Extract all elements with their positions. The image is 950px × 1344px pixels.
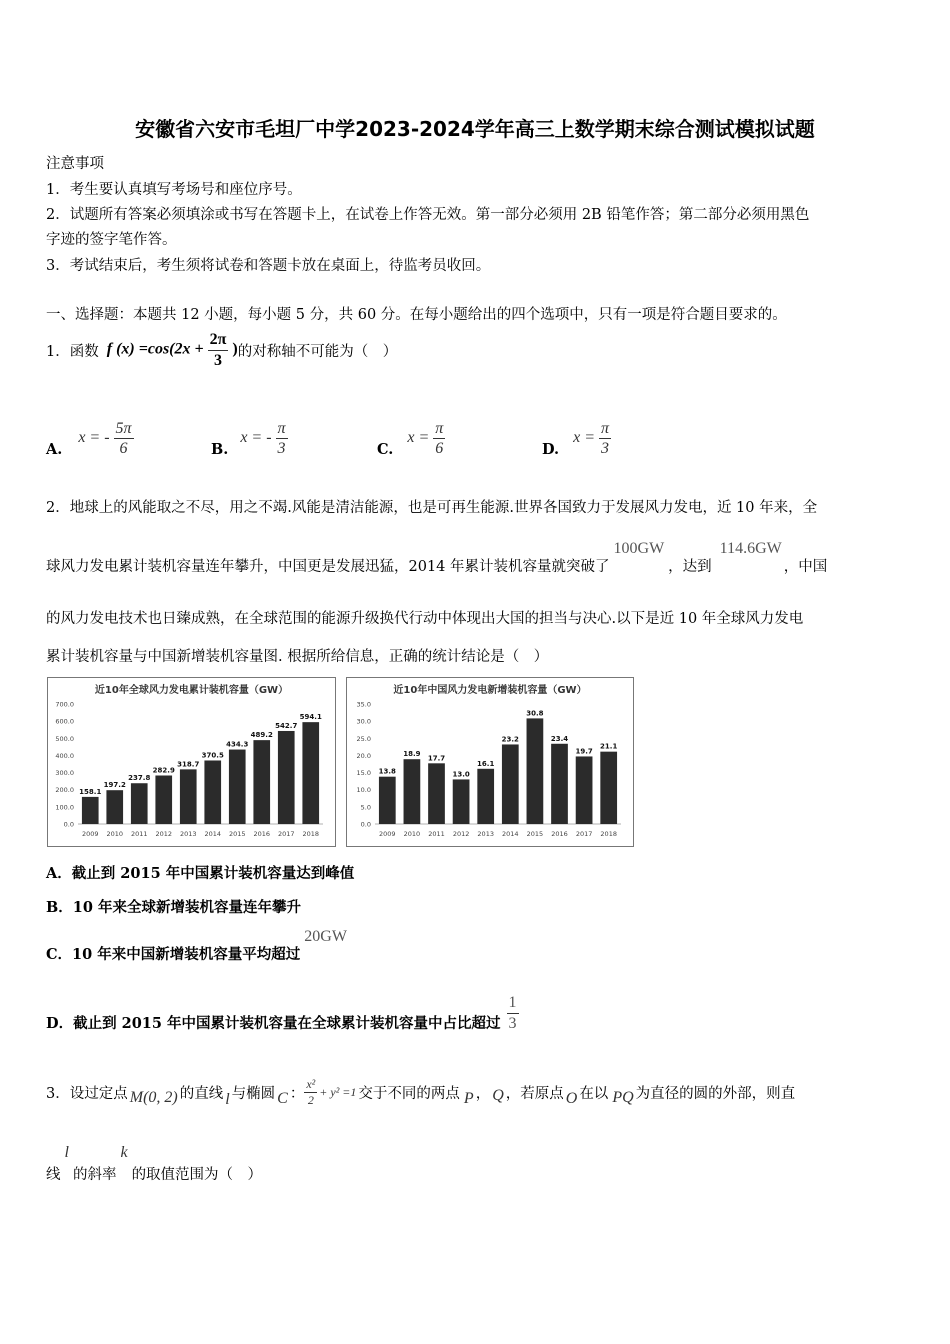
option-c-text: C．10 年来中国新增装机容量平均超过 — [46, 946, 301, 963]
q3-point-m: M(0, 2) — [129, 1089, 178, 1106]
x-tick-label: 2013 — [477, 830, 494, 838]
bar-2016 — [253, 740, 270, 824]
data-label: 23.4 — [550, 734, 569, 743]
question-3-line-2 — [46, 1144, 262, 1184]
x-tick-label: 2017 — [575, 830, 593, 838]
formula-right: ) — [232, 340, 238, 358]
q2-option-c[interactable] — [46, 928, 347, 964]
q3-ellipse-num: x² — [306, 1077, 316, 1092]
notice-item-3: 3．考试结束后，考生须将试卷和答题卡放在桌面上，待监考员收回。 — [46, 258, 491, 274]
bar-2016 — [551, 744, 568, 824]
option-lhs: x = - — [240, 429, 272, 447]
x-tick-label: 2011 — [130, 830, 148, 838]
x-tick-label: 2009 — [379, 830, 396, 838]
bar-2018 — [302, 722, 319, 824]
y-tick-label: 35.0 — [356, 700, 371, 709]
bar-2012 — [453, 779, 470, 824]
q2-value-100gw: 100GW — [613, 540, 665, 557]
q3-point-p: P — [463, 1090, 474, 1107]
q3-text-6: 在以 — [579, 1085, 609, 1102]
data-label: 13.8 — [378, 767, 396, 776]
option-label: D. — [542, 441, 560, 458]
formula-denominator: 3 — [213, 351, 222, 369]
formula-fraction — [208, 330, 229, 369]
notice-heading: 注意事项 — [46, 156, 104, 172]
y-tick-label: 200.0 — [55, 786, 74, 795]
q3-text-8: 线 — [46, 1167, 61, 1183]
q2-option-b[interactable]: B．10 年来全球新增装机容量连年攀升 — [46, 899, 301, 916]
notice-item-1: 1．考生要认真填写考场号和座位序号。 — [46, 182, 302, 198]
option-lhs: x = — [407, 429, 430, 447]
y-tick-label: 5.0 — [360, 803, 371, 812]
data-label: 13.0 — [452, 770, 470, 779]
chart-title: 近10年中国风力发电新增装机容量（GW） — [393, 685, 587, 696]
bar-2009 — [82, 797, 99, 824]
q3-line-l-2: l — [64, 1144, 69, 1161]
q3-segment-pq: PQ — [612, 1089, 634, 1106]
data-label: 370.5 — [201, 751, 224, 760]
question-2-line-4: 累计装机容量与中国新增装机容量图. 根据所给信息，正确的统计结论是（ ） — [46, 649, 549, 665]
function-formula — [107, 330, 238, 369]
option-label: A. — [46, 441, 63, 458]
option-fraction — [433, 419, 445, 458]
x-tick-label: 2016 — [253, 830, 271, 838]
section-heading: 一、选择题：本题共 12 小题，每小题 5 分，共 60 分。在每小题给出的四个选项中，只有一项是符合题目要求的。 — [46, 307, 787, 323]
q1-option-a[interactable] — [46, 408, 134, 458]
question-1 — [46, 326, 397, 374]
x-tick-label: 2014 — [204, 830, 222, 838]
data-label: 237.8 — [128, 774, 151, 783]
option-lhs: x = - — [78, 429, 110, 447]
q3-text-7: 为直径的圆的外部，则直 — [635, 1085, 796, 1102]
global-capacity-chart-svg — [48, 678, 335, 846]
bar-2009 — [379, 777, 396, 824]
data-label: 17.7 — [427, 754, 446, 763]
q2-value-114gw: 114.6GW — [719, 540, 782, 557]
bar-2010 — [106, 790, 123, 824]
option-d-numerator: 1 — [507, 993, 519, 1013]
formula-left: f (x) =cos(2x + — [106, 340, 204, 358]
q3-ellipse-fraction — [304, 1077, 317, 1107]
option-value — [573, 419, 611, 458]
x-tick-label: 2016 — [551, 830, 568, 838]
data-label: 594.1 — [299, 713, 322, 722]
question-3-line-1 — [46, 1070, 795, 1114]
bar-2011 — [428, 763, 445, 824]
question-2-line-3: 的风力发电技术也日臻成熟，在全球范围的能源升级换代行动中体现出大国的担当与决心.以下是近 10 年全球风力发电 — [46, 611, 804, 627]
x-tick-label: 2018 — [600, 830, 617, 838]
option-fraction — [599, 419, 611, 458]
bar-2015 — [229, 750, 246, 824]
q3-ellipse-den: 2 — [307, 1092, 314, 1107]
data-label: 19.7 — [575, 747, 593, 756]
y-tick-label: 20.0 — [356, 751, 371, 760]
q3-origin-o: O — [565, 1090, 578, 1107]
y-tick-label: 0.0 — [63, 820, 74, 829]
formula-numerator: 2π — [208, 330, 229, 350]
x-tick-label: 2010 — [106, 830, 124, 838]
q3-comma: ， — [475, 1085, 491, 1102]
q1-option-c[interactable] — [377, 408, 445, 458]
q3-colon: ： — [289, 1085, 305, 1102]
notice-item-2-cont: 字迹的签字笔作答。 — [46, 232, 177, 248]
q2-text-a: 球风力发电累计装机容量连年攀升，中国更是发展迅猛，2014 年累计装机容量就突破了 — [46, 559, 610, 575]
q1-option-d[interactable] — [542, 408, 611, 458]
chart-title: 近10年全球风力发电累计装机容量（GW） — [94, 685, 289, 696]
data-label: 158.1 — [79, 787, 102, 796]
option-numerator: π — [276, 419, 288, 439]
y-tick-label: 700.0 — [55, 700, 74, 709]
x-tick-label: 2009 — [81, 830, 99, 838]
option-lhs: x = — [573, 429, 596, 447]
data-label: 282.9 — [152, 766, 175, 775]
bar-2018 — [600, 752, 617, 824]
bar-2017 — [576, 756, 593, 824]
bar-2010 — [404, 759, 421, 824]
option-fraction — [114, 419, 134, 458]
q2-option-d[interactable] — [46, 988, 519, 1038]
q3-ellipse-c: C — [277, 1090, 288, 1107]
q3-text-3: 与椭圆 — [231, 1085, 276, 1102]
option-denominator: 3 — [601, 439, 610, 457]
bar-2017 — [278, 731, 295, 824]
q3-text-9: 的斜率 — [72, 1167, 117, 1183]
bar-2014 — [204, 760, 221, 824]
data-label: 197.2 — [103, 781, 126, 790]
q3-text-1: 3．设过定点 — [46, 1085, 128, 1102]
q1-option-b[interactable] — [211, 408, 288, 458]
x-tick-label: 2014 — [502, 830, 519, 838]
x-tick-label: 2012 — [452, 830, 470, 838]
q3-text-2: 的直线 — [179, 1085, 224, 1102]
option-denominator: 6 — [119, 439, 128, 457]
option-numerator: π — [599, 419, 611, 439]
q3-ellipse-rest: + y² =1 — [319, 1084, 357, 1099]
question-2-line-2 — [46, 540, 827, 576]
y-tick-label: 100.0 — [55, 803, 74, 812]
data-label: 16.1 — [477, 759, 495, 768]
option-numerator: π — [433, 419, 445, 439]
option-denominator: 6 — [435, 439, 444, 457]
y-tick-label: 0.0 — [360, 820, 371, 829]
q3-slope-k: k — [120, 1144, 128, 1161]
question-1-number: 1．函数 — [46, 343, 99, 360]
data-label: 21.1 — [600, 742, 618, 751]
option-fraction — [276, 419, 288, 458]
y-tick-label: 600.0 — [55, 717, 74, 726]
x-tick-label: 2012 — [155, 830, 173, 838]
question-2-line-1: 2．地球上的风能取之不尽，用之不竭.风能是清洁能源，也是可再生能源.世界各国致力于发展风力发电，近 10 年来，全 — [46, 500, 818, 516]
bar-2015 — [527, 718, 544, 824]
y-tick-label: 500.0 — [55, 734, 74, 743]
x-tick-label: 2010 — [403, 830, 421, 838]
option-label: B. — [211, 441, 229, 458]
y-tick-label: 25.0 — [356, 734, 371, 743]
data-label: 30.8 — [526, 709, 544, 718]
question-1-tail: 的对称轴不可能为（ ） — [237, 343, 398, 360]
data-label: 489.2 — [250, 731, 273, 740]
page-title: 安徽省六安市毛坦厂中学2023-2024学年高三上数学期末综合测试模拟试题 — [135, 117, 815, 141]
y-tick-label: 15.0 — [356, 769, 371, 778]
y-tick-label: 10.0 — [356, 786, 371, 795]
option-value — [240, 419, 287, 458]
bar-2013 — [477, 769, 494, 824]
q3-text-10: 的取值范围为（ ） — [131, 1167, 263, 1183]
x-tick-label: 2018 — [302, 830, 320, 838]
data-label: 318.7 — [177, 760, 200, 769]
q3-point-q: Q — [492, 1087, 504, 1104]
data-label: 434.3 — [226, 740, 249, 749]
option-d-fraction — [507, 993, 519, 1032]
data-label: 23.2 — [501, 735, 519, 744]
q2-option-a[interactable]: A．截止到 2015 年中国累计装机容量达到峰值 — [46, 865, 355, 882]
option-d-text: D．截止到 2015 年中国累计装机容量在全球累计装机容量中占比超过 — [46, 1014, 501, 1032]
option-d-denominator: 3 — [508, 1014, 517, 1032]
q3-line-l: l — [225, 1091, 230, 1108]
china-new-capacity-chart-svg — [347, 678, 633, 846]
y-tick-label: 30.0 — [356, 717, 371, 726]
q3-text-4: 交于不同的两点 — [358, 1085, 460, 1102]
global-capacity-chart — [47, 677, 336, 847]
bar-2012 — [155, 776, 172, 824]
x-tick-label: 2017 — [277, 830, 295, 838]
x-tick-label: 2015 — [526, 830, 544, 838]
bar-2013 — [180, 769, 197, 824]
data-label: 18.9 — [403, 750, 421, 759]
option-label: C. — [377, 441, 394, 458]
option-denominator: 3 — [277, 439, 286, 457]
x-tick-label: 2015 — [228, 830, 246, 838]
option-value — [407, 419, 445, 458]
bar-2011 — [131, 783, 148, 824]
bar-2014 — [502, 744, 519, 824]
option-numerator: 5π — [114, 419, 134, 439]
china-new-capacity-chart — [346, 677, 634, 847]
q2-text-c: ，中国 — [783, 559, 828, 575]
notice-item-2: 2．试题所有答案必须填涂或书写在答题卡上，在试卷上作答无效。第一部分必须用 2B 铅笔作答；第二部分必须用黑色 — [46, 207, 810, 223]
data-label: 542.7 — [275, 721, 298, 730]
option-c-value: 20GW — [304, 928, 347, 945]
x-tick-label: 2013 — [179, 830, 197, 838]
y-tick-label: 300.0 — [55, 769, 74, 778]
q2-text-b: ，达到 — [668, 559, 712, 575]
x-tick-label: 2011 — [428, 830, 445, 838]
q3-text-5: ，若原点 — [505, 1085, 564, 1102]
option-value — [78, 419, 133, 458]
y-tick-label: 400.0 — [55, 751, 74, 760]
